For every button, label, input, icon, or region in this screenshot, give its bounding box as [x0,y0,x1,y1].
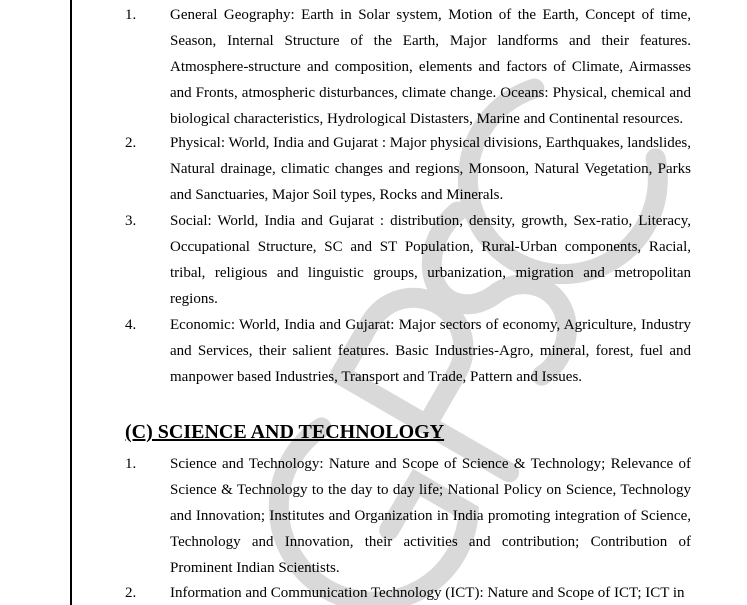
item-number: 2. [125,585,137,601]
item-text: Science and Technology: Nature and Scope of Science & Technology; Relevance of Science & Technology to the day to day life; National Policy on Science, Technology and Innovation; Institutes and Organization in India promoting integration of Science, Technology and Innovation, their activities and contribution; Contribution of Prominent Indian Scientists. [170,456,691,576]
item-text: Economic: World, India and Gujarat: Major sectors of economy, Agriculture, Industry and Services, their salient features. Basic Industries-Agro, mineral, forest, fuel and manpower based Industries, Transport and Trade, Pattern and Issues. [170,317,691,385]
section-heading-science-technology: (C) SCIENCE AND TECHNOLOGY [125,421,445,443]
item-text: Information and Communication Technology (ICT): Nature and Scope of ICT; ICT in [170,585,685,601]
page-left-border [70,0,72,605]
item-text: Social: World, India and Gujarat : distribution, density, growth, Sex-ratio, Literacy, Occupational Structure, SC and ST Population, Rural-Urban components, Racial, tribal, religious and linguistic groups, urbanization, migration and metropolitan regions. [170,213,691,307]
item-number: 4. [125,317,137,333]
item-text: Physical: World, India and Gujarat : Major physical divisions, Earthquakes, landslides, Natural drainage, climatic changes and regions, Monsoon, Natural Vegetation, Parks and Sanctuaries, Major Soil types, Rocks and Minerals. [170,135,691,203]
item-number: 2. [125,135,137,151]
item-number: 1. [125,456,137,472]
item-number: 1. [125,7,137,23]
item-text: General Geography: Earth in Solar system, Motion of the Earth, Concept of time, Season, Internal Structure of the Earth, Major landforms and their features. Atmosphere-structure and composition, elements and factors of Climate, Airmasses and Fronts, atmospheric disturbances, climate change. Oceans: Physical, chemical and biological characteristics, Hydrological Distasters, Marine and Continental resources. [170,7,691,127]
item-number: 3. [125,213,137,229]
